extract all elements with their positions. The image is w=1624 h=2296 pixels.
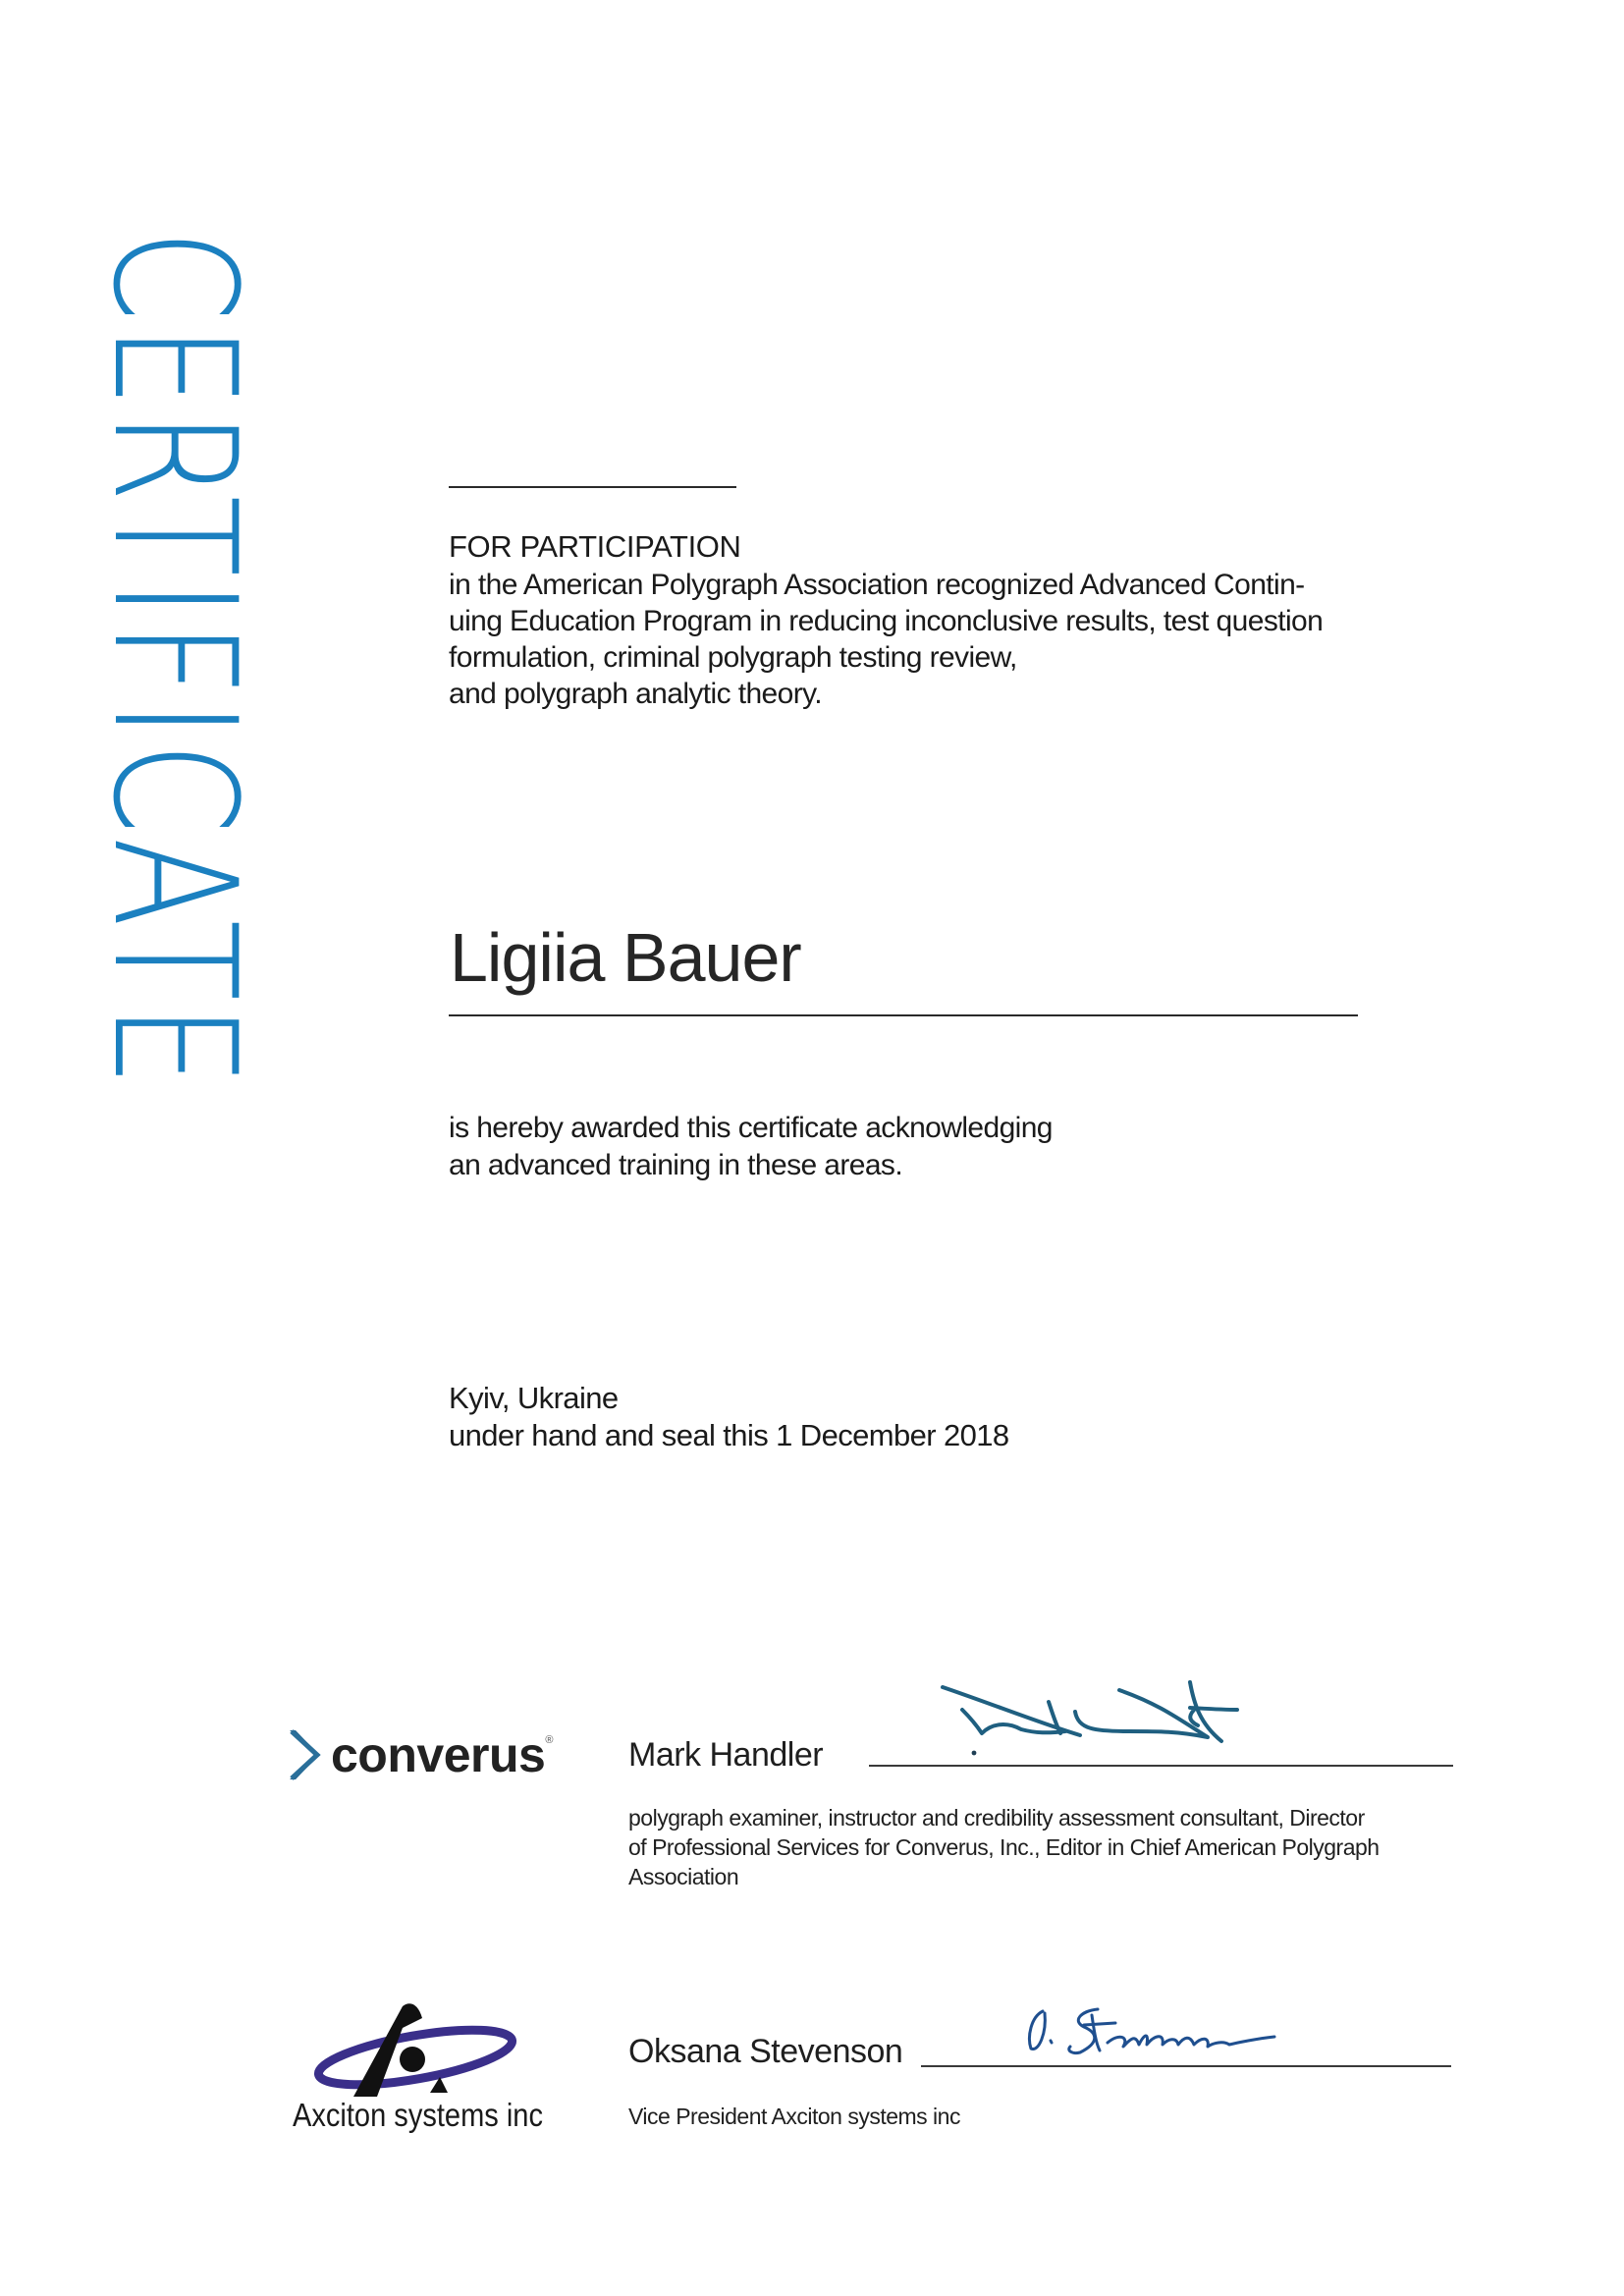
signer-description [628, 1803, 1380, 1891]
signature-line [869, 1765, 1453, 1767]
issue-date-line: under hand and seal this 1 December 2018 [449, 1418, 1009, 1452]
signer-description-line: of Professional Services for Converus, Inc., Editor in Chief American Polygraph [628, 1834, 1380, 1860]
signature-mark-handler [933, 1674, 1276, 1763]
recipient-name: Ligiia Bauer [450, 919, 801, 996]
participation-line: in the American Polygraph Association recognized Advanced Contin- [449, 569, 1305, 601]
location: Kyiv, Ukraine [449, 1381, 619, 1415]
certificate-title [76, 108, 273, 1090]
signer-name-oksana-stevenson: Oksana Stevenson [628, 2033, 903, 2070]
signer-description-line: Vice President Axciton systems inc [628, 2104, 960, 2129]
participation-heading: FOR PARTICIPATION [449, 529, 741, 564]
award-line: an advanced training in these areas. [449, 1149, 903, 1181]
axciton-wordmark: Axciton systems inc [293, 2097, 543, 2133]
recipient-underline [449, 1014, 1358, 1016]
chevron-icon [288, 1728, 321, 1781]
signer-description-line: polygraph examiner, instructor and credibility assessment consultant, Director [628, 1805, 1365, 1831]
registered-mark: ® [545, 1734, 554, 1746]
participation-line: formulation, criminal polygraph testing review, [449, 641, 1017, 674]
signer-description-line: Association [628, 1864, 739, 1889]
top-divider [449, 486, 736, 488]
signer-name-mark-handler: Mark Handler [628, 1736, 824, 1774]
signature-oksana-stevenson [1021, 2003, 1286, 2062]
certificate-title-text: CERTIFICATE [76, 229, 273, 1090]
converus-wordmark: converus [331, 1727, 546, 1782]
participation-line: and polygraph analytic theory. [449, 678, 823, 710]
signer-description [628, 2102, 960, 2131]
axciton-emblem-icon [293, 1998, 548, 2097]
participation-line: uing Education Program in reducing inconclusive results, test question [449, 605, 1324, 637]
award-line: is hereby awarded this certificate acknowledging [449, 1112, 1053, 1144]
signature-line [921, 2065, 1451, 2067]
converus-logo [288, 1726, 553, 1783]
